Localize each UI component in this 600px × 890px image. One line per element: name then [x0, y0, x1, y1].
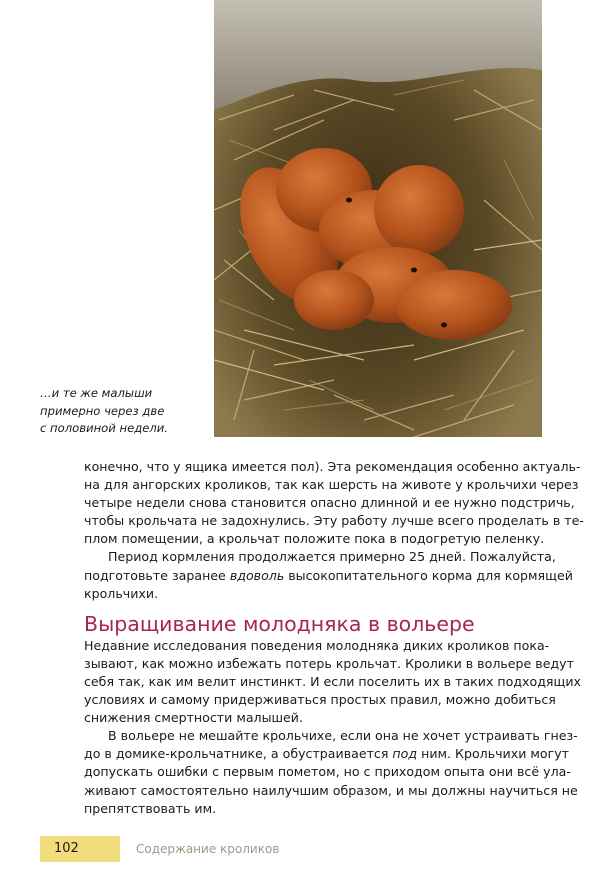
- paragraph-feeding: [84, 548, 573, 602]
- text-line: четыре недели снова становится опасно длинной и ее нужно подстричь,: [84, 495, 575, 511]
- running-footer-title: Содержание кроликов: [136, 842, 280, 856]
- text-line: плом помещении, а крольчат положите пока в подогретую пеленку.: [84, 531, 545, 547]
- text-line: конечно, что у ящика имеется пол). Эта рекомендация особенно актуаль-: [84, 459, 581, 474]
- emphasis-text: под: [392, 746, 418, 762]
- text-fragment: высокопитательного корма для кормящей: [284, 567, 573, 583]
- text-line: [84, 567, 573, 585]
- text-line: В вольере не мешайте крольчихе, если она не хочет устраивать гнез-: [108, 728, 578, 744]
- text-line: чтобы крольчата не задохнулись. Эту работу лучше всего проделать в те-: [84, 513, 584, 529]
- caption-line: …и те же малыши: [40, 386, 153, 400]
- text-line: на для ангорских кроликов, так как шерсть на животе у крольчихи через: [84, 477, 579, 493]
- text-fragment: подготовьте заранее: [84, 567, 230, 583]
- article-body: [84, 458, 584, 818]
- emphasis-text: вдоволь: [229, 567, 285, 583]
- photo-caption: [40, 385, 206, 438]
- text-line: себя так, как им велит инстинкт. И если поселить их в таких подходящих: [84, 673, 581, 689]
- text-line: снижения смертности малышей.: [84, 710, 303, 726]
- baby-rabbits-in-hay-nest-photo: [214, 0, 542, 437]
- page-number: 102: [54, 841, 79, 856]
- text-line: препятствовать им.: [84, 800, 217, 816]
- paragraph-research: [84, 637, 581, 727]
- rabbit-nest-photo: [214, 0, 542, 437]
- text-line: Период кормления продолжается примерно 25 дней. Пожалуйста,: [108, 549, 556, 565]
- caption-line: с половиной недели.: [40, 421, 168, 435]
- text-line: условиях и самому придерживаться простых правил, можно добиться: [84, 692, 556, 708]
- paragraph-enclosure: [84, 727, 578, 817]
- page-number-tab: [40, 836, 120, 862]
- text-line: допускать ошибки с первым пометом, но с приходом опыта они всё ула-: [84, 764, 571, 780]
- text-fragment: до в домике-крольчатнике, а обустраивается: [84, 746, 393, 762]
- text-line: зывают, как можно избежать потерь крольчат. Кролики в вольере ведут: [84, 655, 574, 671]
- section-heading: Выращивание молодняка в вольере: [84, 611, 475, 636]
- text-line: живают самостоятельно наилучшим образом, и мы должны научиться не: [84, 782, 578, 798]
- caption-line: примерно через две: [40, 403, 165, 418]
- text-line: Недавние исследования поведения молодняка диких кроликов пока-: [84, 637, 550, 653]
- text-line: крольчихи.: [84, 585, 159, 601]
- text-line: [84, 745, 569, 763]
- text-fragment: ним. Крольчихи могут: [417, 746, 569, 762]
- paragraph-intro: [84, 458, 584, 548]
